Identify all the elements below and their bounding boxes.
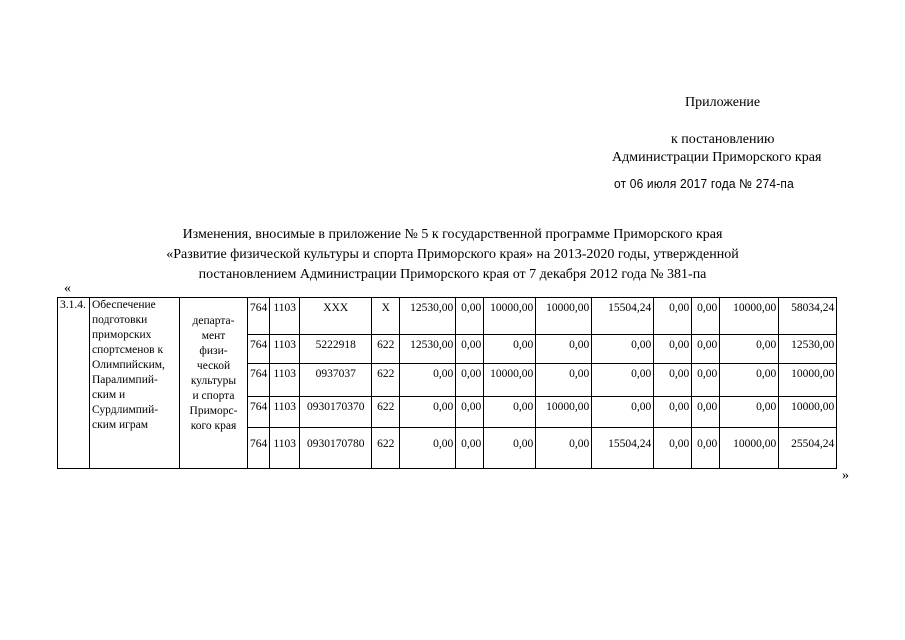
title-line-1: Изменения, вносимые в приложение № 5 к государственной программе Приморского края [182,227,723,242]
resolution-line-2: Администрации Приморского края [612,150,822,165]
table-cell: 10000,00 [720,298,779,335]
table-cell: 0,00 [654,298,692,335]
table-cell: XXX [300,298,372,335]
table-cell: 0,00 [720,335,779,364]
table-cell: 0,00 [536,335,592,364]
table-cell: 10000,00 [720,428,779,469]
table-cell: 10000,00 [779,364,837,397]
measure-name-line: Сурдлимпий- [92,404,159,416]
table-cell: 764 [248,298,270,335]
table-cell: 622 [372,364,400,397]
table-cell: 0,00 [400,364,456,397]
department-line: физи- [199,345,228,357]
department-line: Приморс- [189,405,238,417]
table-cell: 622 [372,397,400,428]
department-line: кого края [190,420,237,432]
table-cell: 764 [248,364,270,397]
table-cell: 10000,00 [484,364,536,397]
table-cell: 10000,00 [484,298,536,335]
table-cell: 0,00 [536,364,592,397]
table-cell: 0,00 [484,428,536,469]
table-cell: 0,00 [400,428,456,469]
table-cell: 0,00 [484,397,536,428]
table-cell: 1103 [270,364,300,397]
measure-name-line: подготовки [92,314,148,326]
measure-name-line: ским и [92,389,126,401]
measure-name-line: Паралимпий- [92,374,158,386]
table-cell: X [372,298,400,335]
measure-name-line: ским играм [92,419,149,431]
table-cell: 12530,00 [400,335,456,364]
table-cell: 0,00 [692,335,720,364]
table-cell: 10000,00 [536,298,592,335]
table-cell: 0,00 [692,298,720,335]
table-cell: 0937037 [300,364,372,397]
table-cell: 0,00 [456,428,484,469]
title-line-3: постановлением Администрации Приморского края от 7 декабря 2012 года № 381-па [198,267,707,282]
table-cell: 0,00 [400,397,456,428]
department-cell [180,298,248,469]
table-cell: 5222918 [300,335,372,364]
table-cell: 0,00 [456,364,484,397]
department-line: мент [201,330,226,342]
table-cell: 0,00 [692,397,720,428]
table-row [58,298,837,335]
table-cell: 0,00 [654,428,692,469]
department-line: ческой [196,360,231,372]
table-cell: 0,00 [654,364,692,397]
table-cell: 0,00 [484,335,536,364]
table-cell: 0,00 [456,298,484,335]
table-cell: 1103 [270,298,300,335]
open-quote: « [64,281,71,296]
resolution-line-1: к постановлению [671,132,775,147]
table-cell: 1103 [270,428,300,469]
table-cell: 764 [248,397,270,428]
table-cell: 1103 [270,335,300,364]
table-cell: 0,00 [720,397,779,428]
table-cell: 622 [372,335,400,364]
table-cell: 0,00 [692,364,720,397]
measure-name-line: спортсменов к [92,344,164,356]
table-cell: 764 [248,428,270,469]
department-line: и спорта [192,390,235,402]
title-line-2: «Развитие физической культуры и спорта Приморского края» на 2013-2020 годы, утвержденной [166,247,739,262]
document-title [0,225,905,285]
row-number-cell: 3.1.4. [58,298,90,469]
table-cell: 0,00 [592,335,654,364]
table-cell: 0,00 [654,397,692,428]
close-quote: » [842,468,849,483]
table-cell: 58034,24 [779,298,837,335]
table-cell: 0,00 [456,397,484,428]
table-cell: 1103 [270,397,300,428]
table-cell: 0,00 [692,428,720,469]
table-cell: 622 [372,428,400,469]
table-cell: 12530,00 [779,335,837,364]
department-line: департа- [192,315,235,327]
table-cell: 0,00 [592,397,654,428]
table-cell: 0,00 [592,364,654,397]
table-cell: 0930170780 [300,428,372,469]
table-cell: 764 [248,335,270,364]
table-cell: 0,00 [456,335,484,364]
measure-name-line: Олимпийским, [92,359,165,371]
table-cell: 0,00 [536,428,592,469]
budget-table [57,297,837,469]
table-cell: 10000,00 [536,397,592,428]
department-line: культуры [190,375,237,387]
table-cell: 10000,00 [779,397,837,428]
table-cell: 15504,24 [592,428,654,469]
table-cell: 0,00 [654,335,692,364]
measure-name-line: приморских [92,329,152,341]
table-cell: 25504,24 [779,428,837,469]
appendix-label: Приложение [685,95,761,110]
measure-name-cell [90,298,180,469]
measure-name-line: Обеспечение [92,299,156,311]
table-cell: 15504,24 [592,298,654,335]
table-cell: 0,00 [720,364,779,397]
table-cell: 12530,00 [400,298,456,335]
table-cell: 0930170370 [300,397,372,428]
resolution-stamp: от 06 июля 2017 года № 274-па [614,176,794,191]
